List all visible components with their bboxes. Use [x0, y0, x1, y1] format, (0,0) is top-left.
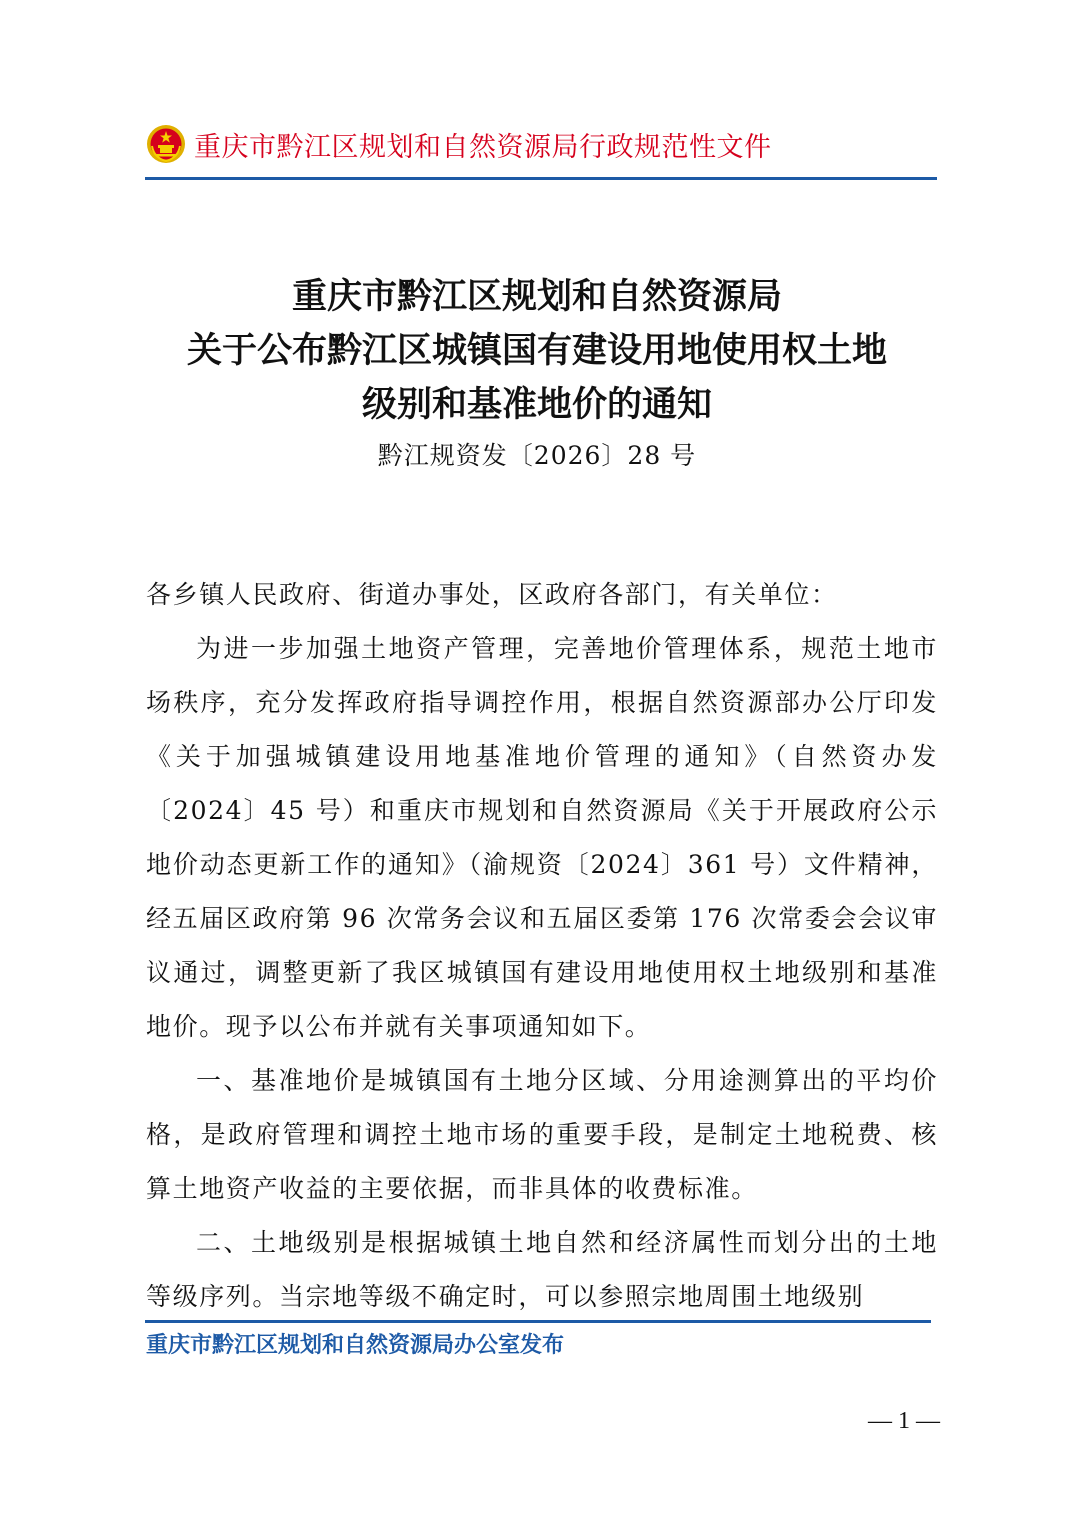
document-title [100, 270, 974, 432]
footer-divider [145, 1320, 931, 1323]
page-number: — 1 — [868, 1408, 940, 1434]
paragraph-intro: 为进一步加强土地资产管理，完善地价管理体系，规范土地市场秩序，充分发挥政府指导调控作用，根据自然资源部办公厅印发《关于加强城镇建设用地基准地价管理的通知》（自然资办发〔2024〕45 号）和重庆市规划和自然资源局《关于开展政府公示地价动态更新工作的通知》（渝规资〔2024〕361 号）文件精神，经五届区政府第 96 次常务会议和五届区委第 176 次常委会会议审议通过，调整更新了我区城镇国有建设用地使用权土地级别和基准地价。现予以公布并就有关事项通知如下。 [146, 634, 938, 1041]
footer-publisher: 重庆市黔江区规划和自然资源局办公室发布 [146, 1332, 565, 1358]
national-emblem-icon [146, 124, 186, 164]
title-line-2: 关于公布黔江区城镇国有建设用地使用权土地 [186, 330, 887, 371]
paragraph-item-1: 一、基准地价是城镇国有土地分区域、分用途测算出的平均价格，是政府管理和调控土地市场的重要手段，是制定土地税费、核算土地资产收益的主要依据，而非具体的收费标准。 [146, 1066, 938, 1203]
title-line-3: 级别和基准地价的通知 [361, 384, 712, 425]
document-number: 黔江规资发〔2026〕28 号 [377, 441, 697, 470]
document-body [146, 568, 938, 1324]
paragraph-item-2: 二、土地级别是根据城镇土地自然和经济属性而划分出的土地等级序列。当宗地等级不确定时，可以参照宗地周围土地级别 [146, 1228, 938, 1311]
header-title: 重庆市黔江区规划和自然资源局行政规范性文件 [194, 131, 772, 163]
header-divider [145, 177, 937, 180]
title-line-1: 重庆市黔江区规划和自然资源局 [291, 276, 782, 317]
salutation: 各乡镇人民政府、街道办事处，区政府各部门，有关单位： [146, 580, 838, 609]
document-header [146, 120, 936, 168]
